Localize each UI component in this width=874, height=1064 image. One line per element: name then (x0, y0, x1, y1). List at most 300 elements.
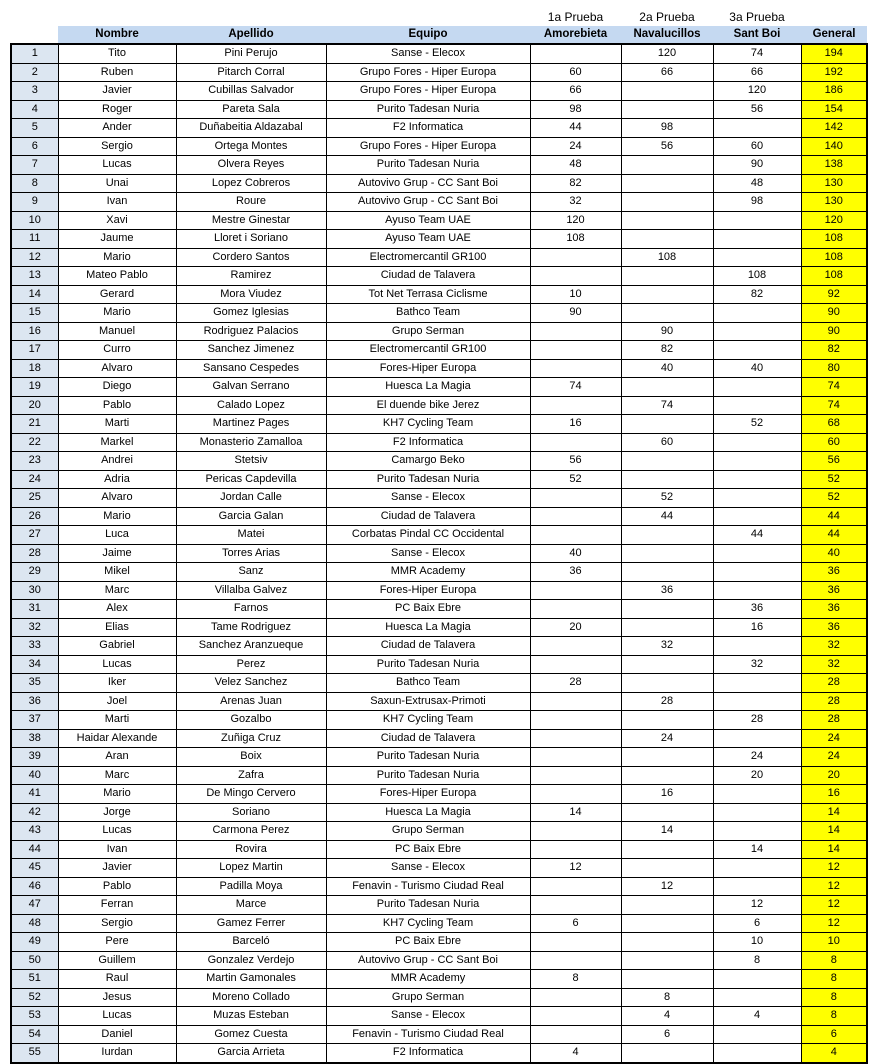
apellido-cell[interactable]: Duñabeitia Aldazabal (176, 119, 326, 138)
rank-cell[interactable]: 55 (11, 1044, 58, 1063)
prueba3-santboi-cell[interactable] (713, 877, 801, 896)
prueba1-amorebieta-cell[interactable] (530, 711, 621, 730)
apellido-cell[interactable]: Martinez Pages (176, 415, 326, 434)
prueba1-amorebieta-cell[interactable] (530, 655, 621, 674)
prueba3-santboi-cell[interactable]: 44 (713, 526, 801, 545)
prueba3-santboi-cell[interactable] (713, 322, 801, 341)
general-cell[interactable]: 138 (801, 156, 867, 175)
prueba3-santboi-cell[interactable]: 14 (713, 840, 801, 859)
apellido-cell[interactable]: Monasterio Zamalloa (176, 433, 326, 452)
prueba1-amorebieta-cell[interactable] (530, 637, 621, 656)
nombre-cell[interactable]: Lucas (58, 1007, 176, 1026)
equipo-cell[interactable]: Camargo Beko (326, 452, 530, 471)
equipo-cell[interactable]: Ciudad de Talavera (326, 267, 530, 286)
nombre-cell[interactable]: Curro (58, 341, 176, 360)
prueba1-amorebieta-cell[interactable] (530, 748, 621, 767)
prueba2-navalucillos-cell[interactable] (621, 378, 713, 397)
rank-cell[interactable]: 28 (11, 544, 58, 563)
nombre-cell[interactable]: Guillem (58, 951, 176, 970)
prueba3-santboi-cell[interactable]: 4 (713, 1007, 801, 1026)
equipo-cell[interactable]: Tot Net Terrasa Ciclisme (326, 285, 530, 304)
prueba3-santboi-cell[interactable] (713, 341, 801, 360)
rank-cell[interactable]: 52 (11, 988, 58, 1007)
prueba1-amorebieta-cell[interactable] (530, 267, 621, 286)
equipo-cell[interactable]: Ciudad de Talavera (326, 729, 530, 748)
rank-cell[interactable]: 1 (11, 44, 58, 63)
nombre-cell[interactable]: Markel (58, 433, 176, 452)
equipo-cell[interactable]: KH7 Cycling Team (326, 711, 530, 730)
apellido-cell[interactable]: Pericas Capdevilla (176, 470, 326, 489)
prueba1-amorebieta-cell[interactable]: 40 (530, 544, 621, 563)
nombre-cell[interactable]: Diego (58, 378, 176, 397)
general-cell[interactable]: 8 (801, 970, 867, 989)
equipo-cell[interactable]: Fenavin - Turismo Ciudad Real (326, 1025, 530, 1044)
apellido-cell[interactable]: Soriano (176, 803, 326, 822)
equipo-cell[interactable]: Purito Tadesan Nuria (326, 100, 530, 119)
prueba2-navalucillos-cell[interactable]: 60 (621, 433, 713, 452)
apellido-cell[interactable]: Moreno Collado (176, 988, 326, 1007)
header-prueba2-navalucillos[interactable]: Navalucillos (621, 26, 713, 44)
general-cell[interactable]: 12 (801, 859, 867, 878)
nombre-cell[interactable]: Jaime (58, 544, 176, 563)
equipo-cell[interactable]: Grupo Serman (326, 822, 530, 841)
prueba1-amorebieta-cell[interactable]: 6 (530, 914, 621, 933)
apellido-cell[interactable]: Pareta Sala (176, 100, 326, 119)
prueba2-navalucillos-cell[interactable]: 12 (621, 877, 713, 896)
prueba2-navalucillos-cell[interactable] (621, 544, 713, 563)
apellido-cell[interactable]: Gomez Cuesta (176, 1025, 326, 1044)
prueba2-navalucillos-cell[interactable] (621, 748, 713, 767)
nombre-cell[interactable]: Joel (58, 692, 176, 711)
nombre-cell[interactable]: Xavi (58, 211, 176, 230)
prueba1-amorebieta-cell[interactable] (530, 526, 621, 545)
rank-cell[interactable]: 35 (11, 674, 58, 693)
prueba2-navalucillos-cell[interactable] (621, 711, 713, 730)
apellido-cell[interactable]: Zuñiga Cruz (176, 729, 326, 748)
general-cell[interactable]: 140 (801, 137, 867, 156)
general-cell[interactable]: 192 (801, 63, 867, 82)
apellido-cell[interactable]: Garcia Galan (176, 507, 326, 526)
general-cell[interactable]: 36 (801, 600, 867, 619)
rank-cell[interactable]: 26 (11, 507, 58, 526)
general-cell[interactable]: 44 (801, 526, 867, 545)
prueba3-santboi-cell[interactable]: 82 (713, 285, 801, 304)
prueba2-navalucillos-cell[interactable]: 74 (621, 396, 713, 415)
rank-cell[interactable]: 30 (11, 581, 58, 600)
prueba2-navalucillos-cell[interactable]: 108 (621, 248, 713, 267)
apellido-cell[interactable]: Ramirez (176, 267, 326, 286)
header-nombre[interactable]: Nombre (58, 26, 176, 44)
prueba3-santboi-cell[interactable]: 24 (713, 748, 801, 767)
rank-cell[interactable]: 37 (11, 711, 58, 730)
nombre-cell[interactable]: Manuel (58, 322, 176, 341)
prueba2-navalucillos-cell[interactable] (621, 618, 713, 637)
rank-cell[interactable]: 22 (11, 433, 58, 452)
prueba1-amorebieta-cell[interactable]: 8 (530, 970, 621, 989)
equipo-cell[interactable]: Grupo Fores - Hiper Europa (326, 82, 530, 101)
equipo-cell[interactable]: Corbatas Pindal CC Occidental (326, 526, 530, 545)
prueba3-santboi-cell[interactable]: 12 (713, 896, 801, 915)
nombre-cell[interactable]: Mario (58, 785, 176, 804)
equipo-cell[interactable]: Sanse - Elecox (326, 544, 530, 563)
apellido-cell[interactable]: Muzas Esteban (176, 1007, 326, 1026)
equipo-cell[interactable]: KH7 Cycling Team (326, 415, 530, 434)
equipo-cell[interactable]: Huesca La Magia (326, 618, 530, 637)
apellido-cell[interactable]: Rodriguez Palacios (176, 322, 326, 341)
equipo-cell[interactable]: Purito Tadesan Nuria (326, 156, 530, 175)
prueba3-santboi-cell[interactable]: 36 (713, 600, 801, 619)
apellido-cell[interactable]: Gonzalez Verdejo (176, 951, 326, 970)
general-cell[interactable]: 36 (801, 563, 867, 582)
equipo-cell[interactable]: Fenavin - Turismo Ciudad Real (326, 877, 530, 896)
apellido-cell[interactable]: Pini Perujo (176, 44, 326, 63)
prueba2-navalucillos-cell[interactable] (621, 674, 713, 693)
prueba3-santboi-cell[interactable] (713, 248, 801, 267)
general-cell[interactable]: 32 (801, 637, 867, 656)
general-cell[interactable]: 60 (801, 433, 867, 452)
prueba1-amorebieta-cell[interactable]: 52 (530, 470, 621, 489)
prueba2-navalucillos-cell[interactable]: 14 (621, 822, 713, 841)
general-cell[interactable]: 4 (801, 1044, 867, 1063)
prueba1-amorebieta-cell[interactable]: 28 (530, 674, 621, 693)
nombre-cell[interactable]: Pablo (58, 396, 176, 415)
nombre-cell[interactable]: Lucas (58, 156, 176, 175)
nombre-cell[interactable]: Roger (58, 100, 176, 119)
apellido-cell[interactable]: Marce (176, 896, 326, 915)
prueba2-navalucillos-cell[interactable]: 16 (621, 785, 713, 804)
header-apellido[interactable]: Apellido (176, 26, 326, 44)
equipo-cell[interactable]: Sanse - Elecox (326, 44, 530, 63)
rank-cell[interactable]: 50 (11, 951, 58, 970)
prueba1-amorebieta-cell[interactable]: 14 (530, 803, 621, 822)
prueba1-amorebieta-cell[interactable]: 20 (530, 618, 621, 637)
prueba1-amorebieta-cell[interactable] (530, 877, 621, 896)
general-cell[interactable]: 36 (801, 618, 867, 637)
prueba3-santboi-cell[interactable] (713, 544, 801, 563)
rank-cell[interactable]: 15 (11, 304, 58, 323)
prueba3-santboi-cell[interactable]: 28 (713, 711, 801, 730)
prueba1-amorebieta-cell[interactable]: 36 (530, 563, 621, 582)
prueba3-santboi-cell[interactable] (713, 637, 801, 656)
prueba3-santboi-cell[interactable] (713, 452, 801, 471)
apellido-cell[interactable]: Cordero Santos (176, 248, 326, 267)
nombre-cell[interactable]: Mario (58, 304, 176, 323)
apellido-cell[interactable]: Martin Gamonales (176, 970, 326, 989)
nombre-cell[interactable]: Pablo (58, 877, 176, 896)
equipo-cell[interactable]: Grupo Serman (326, 988, 530, 1007)
prueba3-santboi-cell[interactable] (713, 119, 801, 138)
rank-cell[interactable]: 40 (11, 766, 58, 785)
equipo-cell[interactable]: Grupo Serman (326, 322, 530, 341)
nombre-cell[interactable]: Jaume (58, 230, 176, 249)
prueba1-amorebieta-cell[interactable] (530, 489, 621, 508)
prueba2-navalucillos-cell[interactable] (621, 526, 713, 545)
rank-cell[interactable]: 9 (11, 193, 58, 212)
general-cell[interactable]: 14 (801, 803, 867, 822)
rank-cell[interactable]: 33 (11, 637, 58, 656)
prueba2-navalucillos-cell[interactable] (621, 82, 713, 101)
prueba1-amorebieta-cell[interactable]: 10 (530, 285, 621, 304)
prueba1-amorebieta-cell[interactable] (530, 341, 621, 360)
prueba3-santboi-cell[interactable]: 120 (713, 82, 801, 101)
apellido-cell[interactable]: Ortega Montes (176, 137, 326, 156)
prueba1-amorebieta-cell[interactable]: 108 (530, 230, 621, 249)
prueba2-navalucillos-cell[interactable] (621, 766, 713, 785)
prueba1-amorebieta-cell[interactable]: 4 (530, 1044, 621, 1063)
equipo-cell[interactable]: Purito Tadesan Nuria (326, 748, 530, 767)
prueba3-santboi-cell[interactable]: 6 (713, 914, 801, 933)
nombre-cell[interactable]: Unai (58, 174, 176, 193)
nombre-cell[interactable]: Javier (58, 82, 176, 101)
apellido-cell[interactable]: Padilla Moya (176, 877, 326, 896)
equipo-cell[interactable]: F2 Informatica (326, 119, 530, 138)
apellido-cell[interactable]: De Mingo Cervero (176, 785, 326, 804)
apellido-cell[interactable]: Sanchez Jimenez (176, 341, 326, 360)
prueba2-navalucillos-cell[interactable] (621, 415, 713, 434)
rank-cell[interactable]: 4 (11, 100, 58, 119)
prueba2-navalucillos-cell[interactable] (621, 803, 713, 822)
general-cell[interactable]: 108 (801, 248, 867, 267)
nombre-cell[interactable]: Aran (58, 748, 176, 767)
general-cell[interactable]: 108 (801, 267, 867, 286)
apellido-cell[interactable]: Gozalbo (176, 711, 326, 730)
nombre-cell[interactable]: Lucas (58, 655, 176, 674)
nombre-cell[interactable]: Marti (58, 415, 176, 434)
equipo-cell[interactable]: Purito Tadesan Nuria (326, 470, 530, 489)
nombre-cell[interactable]: Jesus (58, 988, 176, 1007)
general-cell[interactable]: 92 (801, 285, 867, 304)
prueba1-amorebieta-cell[interactable] (530, 766, 621, 785)
prueba2-navalucillos-cell[interactable]: 98 (621, 119, 713, 138)
general-cell[interactable]: 130 (801, 174, 867, 193)
general-cell[interactable]: 14 (801, 840, 867, 859)
equipo-cell[interactable]: KH7 Cycling Team (326, 914, 530, 933)
nombre-cell[interactable]: Iurdan (58, 1044, 176, 1063)
general-cell[interactable]: 8 (801, 988, 867, 1007)
general-cell[interactable]: 32 (801, 655, 867, 674)
prueba1-amorebieta-cell[interactable] (530, 933, 621, 952)
nombre-cell[interactable]: Ferran (58, 896, 176, 915)
prueba1-amorebieta-cell[interactable] (530, 822, 621, 841)
prueba2-navalucillos-cell[interactable]: 82 (621, 341, 713, 360)
rank-cell[interactable]: 48 (11, 914, 58, 933)
general-cell[interactable]: 80 (801, 359, 867, 378)
prueba2-navalucillos-cell[interactable] (621, 914, 713, 933)
apellido-cell[interactable]: Jordan Calle (176, 489, 326, 508)
general-cell[interactable]: 20 (801, 766, 867, 785)
equipo-cell[interactable]: Ciudad de Talavera (326, 637, 530, 656)
prueba3-santboi-cell[interactable] (713, 507, 801, 526)
general-cell[interactable]: 194 (801, 44, 867, 63)
equipo-cell[interactable]: Purito Tadesan Nuria (326, 655, 530, 674)
general-cell[interactable]: 16 (801, 785, 867, 804)
apellido-cell[interactable]: Lloret i Soriano (176, 230, 326, 249)
prueba2-navalucillos-cell[interactable] (621, 840, 713, 859)
prueba3-santboi-cell[interactable]: 10 (713, 933, 801, 952)
rank-cell[interactable]: 11 (11, 230, 58, 249)
nombre-cell[interactable]: Gerard (58, 285, 176, 304)
prueba1-amorebieta-cell[interactable]: 56 (530, 452, 621, 471)
general-cell[interactable]: 44 (801, 507, 867, 526)
general-cell[interactable]: 28 (801, 711, 867, 730)
prueba2-navalucillos-cell[interactable] (621, 100, 713, 119)
equipo-cell[interactable]: Autovivo Grup - CC Sant Boi (326, 174, 530, 193)
rank-cell[interactable]: 45 (11, 859, 58, 878)
prueba2-navalucillos-cell[interactable] (621, 933, 713, 952)
rank-cell[interactable]: 17 (11, 341, 58, 360)
equipo-cell[interactable]: El duende bike Jerez (326, 396, 530, 415)
prueba2-navalucillos-cell[interactable]: 40 (621, 359, 713, 378)
prueba3-santboi-cell[interactable] (713, 859, 801, 878)
equipo-cell[interactable]: F2 Informatica (326, 1044, 530, 1063)
prueba2-navalucillos-cell[interactable] (621, 600, 713, 619)
nombre-cell[interactable]: Alvaro (58, 359, 176, 378)
prueba3-santboi-cell[interactable] (713, 729, 801, 748)
prueba1-amorebieta-cell[interactable]: 48 (530, 156, 621, 175)
equipo-cell[interactable]: Fores-Hiper Europa (326, 359, 530, 378)
apellido-cell[interactable]: Matei (176, 526, 326, 545)
rank-cell[interactable]: 21 (11, 415, 58, 434)
equipo-cell[interactable]: Grupo Fores - Hiper Europa (326, 63, 530, 82)
nombre-cell[interactable]: Jorge (58, 803, 176, 822)
equipo-cell[interactable]: PC Baix Ebre (326, 933, 530, 952)
apellido-cell[interactable]: Carmona Perez (176, 822, 326, 841)
apellido-cell[interactable]: Pitarch Corral (176, 63, 326, 82)
equipo-cell[interactable]: Ayuso Team UAE (326, 230, 530, 249)
rank-cell[interactable]: 16 (11, 322, 58, 341)
prueba1-amorebieta-cell[interactable] (530, 785, 621, 804)
prueba2-navalucillos-cell[interactable] (621, 285, 713, 304)
rank-cell[interactable]: 20 (11, 396, 58, 415)
prueba1-amorebieta-cell[interactable] (530, 1007, 621, 1026)
nombre-cell[interactable]: Raul (58, 970, 176, 989)
general-cell[interactable]: 24 (801, 729, 867, 748)
prueba3-santboi-cell[interactable] (713, 1025, 801, 1044)
prueba3-santboi-cell[interactable] (713, 211, 801, 230)
prueba1-amorebieta-cell[interactable]: 16 (530, 415, 621, 434)
prueba2-navalucillos-cell[interactable] (621, 267, 713, 286)
nombre-cell[interactable]: Pere (58, 933, 176, 952)
prueba1-amorebieta-cell[interactable] (530, 729, 621, 748)
general-cell[interactable]: 8 (801, 1007, 867, 1026)
nombre-cell[interactable]: Sergio (58, 137, 176, 156)
apellido-cell[interactable]: Sanz (176, 563, 326, 582)
rank-cell[interactable]: 8 (11, 174, 58, 193)
prueba2-navalucillos-cell[interactable]: 28 (621, 692, 713, 711)
apellido-cell[interactable]: Villalba Galvez (176, 581, 326, 600)
general-cell[interactable]: 154 (801, 100, 867, 119)
prueba1-amorebieta-cell[interactable]: 98 (530, 100, 621, 119)
equipo-cell[interactable]: Huesca La Magia (326, 803, 530, 822)
general-cell[interactable]: 12 (801, 896, 867, 915)
general-cell[interactable]: 24 (801, 748, 867, 767)
prueba1-amorebieta-cell[interactable]: 90 (530, 304, 621, 323)
nombre-cell[interactable]: Haidar Alexande (58, 729, 176, 748)
prueba2-navalucillos-cell[interactable]: 32 (621, 637, 713, 656)
nombre-cell[interactable]: Mikel (58, 563, 176, 582)
prueba2-navalucillos-cell[interactable] (621, 211, 713, 230)
apellido-cell[interactable]: Rovira (176, 840, 326, 859)
prueba2-navalucillos-cell[interactable]: 8 (621, 988, 713, 1007)
prueba2-navalucillos-cell[interactable] (621, 452, 713, 471)
rank-cell[interactable]: 53 (11, 1007, 58, 1026)
nombre-cell[interactable]: Alvaro (58, 489, 176, 508)
prueba3-santboi-cell[interactable]: 32 (713, 655, 801, 674)
apellido-cell[interactable]: Gamez Ferrer (176, 914, 326, 933)
rank-cell[interactable]: 18 (11, 359, 58, 378)
rank-cell[interactable]: 19 (11, 378, 58, 397)
prueba1-amorebieta-cell[interactable] (530, 840, 621, 859)
rank-cell[interactable]: 54 (11, 1025, 58, 1044)
apellido-cell[interactable]: Velez Sanchez (176, 674, 326, 693)
nombre-cell[interactable]: Ander (58, 119, 176, 138)
apellido-cell[interactable]: Zafra (176, 766, 326, 785)
apellido-cell[interactable]: Barceló (176, 933, 326, 952)
prueba1-amorebieta-cell[interactable]: 66 (530, 82, 621, 101)
general-cell[interactable]: 68 (801, 415, 867, 434)
equipo-cell[interactable]: Ciudad de Talavera (326, 507, 530, 526)
equipo-cell[interactable]: F2 Informatica (326, 433, 530, 452)
rank-cell[interactable]: 7 (11, 156, 58, 175)
general-cell[interactable]: 52 (801, 470, 867, 489)
rank-cell[interactable]: 5 (11, 119, 58, 138)
general-cell[interactable]: 36 (801, 581, 867, 600)
prueba1-amorebieta-cell[interactable] (530, 896, 621, 915)
equipo-cell[interactable]: Autovivo Grup - CC Sant Boi (326, 193, 530, 212)
general-cell[interactable]: 28 (801, 674, 867, 693)
prueba1-amorebieta-cell[interactable] (530, 359, 621, 378)
general-cell[interactable]: 8 (801, 951, 867, 970)
apellido-cell[interactable]: Stetsiv (176, 452, 326, 471)
rank-cell[interactable]: 39 (11, 748, 58, 767)
nombre-cell[interactable]: Luca (58, 526, 176, 545)
rank-cell[interactable]: 38 (11, 729, 58, 748)
apellido-cell[interactable]: Mora Viudez (176, 285, 326, 304)
rank-cell[interactable]: 25 (11, 489, 58, 508)
apellido-cell[interactable]: Perez (176, 655, 326, 674)
general-cell[interactable]: 82 (801, 341, 867, 360)
nombre-cell[interactable]: Javier (58, 859, 176, 878)
prueba3-santboi-cell[interactable]: 40 (713, 359, 801, 378)
prueba1-amorebieta-cell[interactable] (530, 988, 621, 1007)
prueba3-santboi-cell[interactable]: 66 (713, 63, 801, 82)
rank-cell[interactable]: 41 (11, 785, 58, 804)
equipo-cell[interactable]: MMR Academy (326, 563, 530, 582)
equipo-cell[interactable]: Sanse - Elecox (326, 489, 530, 508)
apellido-cell[interactable]: Lopez Cobreros (176, 174, 326, 193)
general-cell[interactable]: 28 (801, 692, 867, 711)
prueba2-navalucillos-cell[interactable]: 6 (621, 1025, 713, 1044)
general-cell[interactable]: 74 (801, 378, 867, 397)
prueba2-navalucillos-cell[interactable]: 120 (621, 44, 713, 63)
prueba1-amorebieta-cell[interactable]: 24 (530, 137, 621, 156)
prueba3-santboi-cell[interactable] (713, 988, 801, 1007)
rank-cell[interactable]: 32 (11, 618, 58, 637)
apellido-cell[interactable]: Galvan Serrano (176, 378, 326, 397)
prueba3-santboi-cell[interactable]: 48 (713, 174, 801, 193)
apellido-cell[interactable]: Sanchez Aranzueque (176, 637, 326, 656)
prueba1-amorebieta-cell[interactable] (530, 507, 621, 526)
apellido-cell[interactable]: Arenas Juan (176, 692, 326, 711)
apellido-cell[interactable]: Boix (176, 748, 326, 767)
equipo-cell[interactable]: Bathco Team (326, 674, 530, 693)
prueba3-santboi-cell[interactable] (713, 692, 801, 711)
nombre-cell[interactable]: Lucas (58, 822, 176, 841)
rank-cell[interactable]: 42 (11, 803, 58, 822)
general-cell[interactable]: 12 (801, 877, 867, 896)
general-cell[interactable]: 120 (801, 211, 867, 230)
rank-cell[interactable]: 6 (11, 137, 58, 156)
